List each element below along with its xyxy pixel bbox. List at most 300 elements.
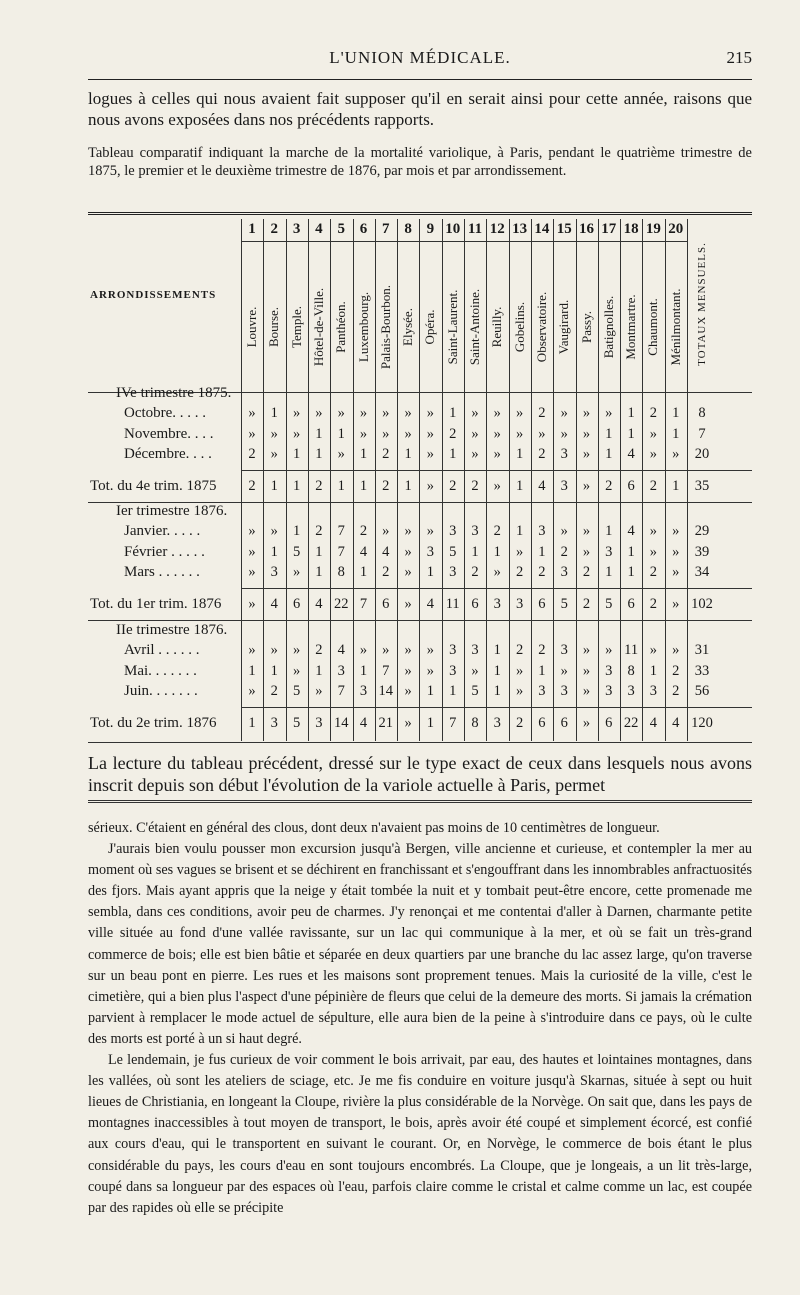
data-cell: » bbox=[582, 405, 591, 422]
quarter-total-cell: 4 bbox=[672, 715, 680, 732]
data-cell: 2 bbox=[649, 563, 658, 580]
data-cell: 3 bbox=[560, 682, 568, 699]
data-cell: 3 bbox=[649, 682, 658, 699]
data-cell: » bbox=[248, 405, 256, 422]
data-cell: » bbox=[404, 405, 412, 422]
table-top-rule bbox=[88, 212, 752, 218]
column-name bbox=[531, 263, 553, 391]
data-cell: 1 bbox=[493, 642, 501, 659]
quarter-total-cell: 6 bbox=[538, 596, 546, 613]
data-cell: » bbox=[515, 682, 524, 699]
data-cell: » bbox=[582, 642, 591, 659]
data-cell: » bbox=[560, 523, 568, 540]
data-cell: 2 bbox=[582, 563, 591, 580]
quarter-total-cell: 2 bbox=[649, 596, 658, 613]
data-cell: » bbox=[404, 543, 412, 560]
quarter-total-cell: 4 bbox=[649, 715, 658, 732]
quarter-total-cell: 2 bbox=[649, 478, 658, 495]
row-total: 20 bbox=[694, 445, 710, 462]
data-cell: 5 bbox=[471, 682, 479, 699]
quarter-total-cell: 21 bbox=[378, 715, 394, 732]
data-cell: » bbox=[248, 543, 256, 560]
data-cell: 1 bbox=[672, 425, 680, 442]
quarter-total-cell: 3 bbox=[560, 478, 568, 495]
data-cell: » bbox=[672, 445, 680, 462]
data-cell: 2 bbox=[471, 563, 479, 580]
data-cell: 2 bbox=[515, 563, 524, 580]
data-cell: 1 bbox=[649, 662, 658, 679]
column-number: 17 bbox=[601, 221, 617, 237]
data-cell: 1 bbox=[404, 445, 412, 462]
data-cell: » bbox=[649, 445, 658, 462]
data-cell: 1 bbox=[292, 445, 301, 462]
quarter-total-cell: » bbox=[404, 596, 412, 613]
data-cell: 4 bbox=[382, 543, 390, 560]
arrondissement-name: Reuilly. bbox=[489, 306, 505, 348]
data-cell: 4 bbox=[627, 445, 635, 462]
data-cell: 2 bbox=[538, 445, 546, 462]
data-cell: » bbox=[292, 642, 301, 659]
journal-title: L'UNION MÉDICALE. bbox=[329, 48, 511, 67]
column-name bbox=[509, 263, 531, 391]
data-cell: 4 bbox=[337, 642, 345, 659]
data-cell: 3 bbox=[605, 662, 613, 679]
data-cell: 2 bbox=[672, 682, 680, 699]
data-cell: » bbox=[404, 682, 412, 699]
quarter-total-cell: 7 bbox=[359, 596, 368, 613]
data-cell: » bbox=[582, 662, 591, 679]
quarter-total-label: Tot. du 2e trim. 1876 bbox=[90, 715, 217, 732]
data-cell: 1 bbox=[627, 425, 635, 442]
quarter-total-cell: 22 bbox=[623, 715, 639, 732]
column-number: 16 bbox=[579, 221, 594, 237]
quarter-grand-total: 120 bbox=[691, 715, 713, 732]
data-cell: » bbox=[426, 405, 435, 422]
data-cell: » bbox=[404, 425, 412, 442]
data-cell: » bbox=[426, 425, 435, 442]
quarter-total-cell: » bbox=[493, 478, 501, 495]
data-cell: » bbox=[471, 445, 479, 462]
quarter-total-cell: 1 bbox=[248, 715, 256, 732]
data-cell: » bbox=[493, 563, 501, 580]
data-cell: 1 bbox=[248, 662, 256, 679]
data-cell: 7 bbox=[382, 662, 390, 679]
data-cell: 1 bbox=[270, 662, 278, 679]
arrondissement-name: Montmartre. bbox=[623, 294, 639, 360]
data-cell: 8 bbox=[627, 662, 635, 679]
data-cell: » bbox=[649, 425, 658, 442]
data-cell: 1 bbox=[315, 425, 323, 442]
header-rule-short bbox=[241, 241, 687, 242]
arrondissement-name: Louvre. bbox=[244, 306, 259, 348]
data-cell: 2 bbox=[270, 682, 278, 699]
section-separator bbox=[88, 800, 752, 806]
month-label: Juin. . . . . . . bbox=[124, 682, 198, 699]
data-cell: 2 bbox=[248, 445, 256, 462]
data-cell: 2 bbox=[382, 563, 390, 580]
row-total: 33 bbox=[694, 662, 710, 679]
column-number: 14 bbox=[534, 221, 550, 237]
data-cell: » bbox=[493, 445, 501, 462]
quarter-total-cell: 22 bbox=[333, 596, 349, 613]
column-name bbox=[442, 263, 464, 391]
quarter-total-cell: 1 bbox=[404, 478, 412, 495]
data-cell: » bbox=[672, 543, 680, 560]
arrondissement-name: Chaumont. bbox=[645, 298, 661, 356]
arrondissement-name: Palais-Bourbon. bbox=[377, 284, 393, 370]
row-total: 7 bbox=[698, 425, 706, 442]
data-cell: » bbox=[582, 523, 591, 540]
data-cell: 3 bbox=[627, 682, 635, 699]
month-label: Octobre. . . . . bbox=[124, 405, 207, 422]
quarter-total-cell: 5 bbox=[605, 596, 613, 613]
quarter-total-cell: 2 bbox=[605, 478, 613, 495]
running-header bbox=[88, 46, 752, 74]
quarter-total-cell: 1 bbox=[337, 478, 345, 495]
data-cell: » bbox=[292, 425, 301, 442]
data-cell: » bbox=[560, 405, 568, 422]
data-cell: » bbox=[248, 642, 256, 659]
data-cell: 1 bbox=[449, 405, 457, 422]
data-cell: » bbox=[471, 662, 479, 679]
data-cell: 3 bbox=[538, 682, 546, 699]
quarter-total-cell: 3 bbox=[315, 715, 323, 732]
data-cell: 2 bbox=[560, 543, 568, 560]
body-paragraph-1: sérieux. C'étaient en général des clous, dont deux n'avaient pas moins de 10 centimètres de longueur. bbox=[88, 820, 660, 836]
data-cell: 1 bbox=[359, 563, 368, 580]
quarter-total-cell: 2 bbox=[315, 478, 323, 495]
subtotal-rule bbox=[241, 707, 752, 708]
column-name bbox=[397, 263, 419, 391]
mortality-table bbox=[88, 219, 752, 741]
data-cell: 2 bbox=[382, 445, 390, 462]
arrondissement-name: Temple. bbox=[288, 305, 304, 349]
data-cell: 1 bbox=[270, 405, 278, 422]
column-name bbox=[330, 263, 352, 391]
quarter-total-cell: 8 bbox=[471, 715, 479, 732]
data-cell: 1 bbox=[337, 425, 345, 442]
column-number: 6 bbox=[359, 221, 368, 237]
arrondissement-name: Hôtel-de-Ville. bbox=[310, 287, 326, 367]
column-name bbox=[464, 263, 486, 391]
arrondissement-name: Batignolles. bbox=[600, 295, 616, 359]
data-cell: 1 bbox=[493, 662, 501, 679]
quarter-total-label: Tot. du 1er trim. 1876 bbox=[90, 596, 222, 613]
column-name bbox=[263, 263, 285, 391]
month-label: Janvier. . . . . bbox=[124, 523, 201, 540]
data-cell: » bbox=[404, 642, 412, 659]
data-cell: » bbox=[292, 563, 301, 580]
data-cell: 2 bbox=[538, 405, 546, 422]
data-cell: » bbox=[605, 642, 613, 659]
quarter-total-cell: 4 bbox=[270, 596, 278, 613]
column-number: 5 bbox=[337, 221, 345, 237]
row-total: 29 bbox=[694, 523, 710, 540]
data-cell: 1 bbox=[605, 445, 613, 462]
totals-header bbox=[691, 229, 713, 379]
data-cell: 3 bbox=[605, 543, 613, 560]
data-cell: » bbox=[404, 563, 412, 580]
quarter-total-cell: 14 bbox=[333, 715, 349, 732]
data-cell: » bbox=[426, 523, 435, 540]
data-cell: 1 bbox=[315, 662, 323, 679]
quarter-total-cell: 6 bbox=[471, 596, 479, 613]
column-name bbox=[419, 263, 441, 391]
arrondissement-name: Saint-Laurent. bbox=[444, 289, 460, 365]
data-cell: » bbox=[426, 662, 435, 679]
data-cell: » bbox=[582, 543, 591, 560]
quarter-total-label: Tot. du 4e trim. 1875 bbox=[90, 478, 217, 495]
data-cell: 3 bbox=[605, 682, 613, 699]
column-name bbox=[241, 263, 263, 391]
data-cell: 3 bbox=[471, 523, 479, 540]
data-cell: 3 bbox=[337, 662, 345, 679]
column-name bbox=[620, 263, 642, 391]
data-cell: 11 bbox=[624, 642, 639, 659]
data-cell: 3 bbox=[426, 543, 435, 560]
quarter-total-cell: » bbox=[582, 478, 591, 495]
data-cell: 1 bbox=[538, 662, 546, 679]
arrondissement-name: Saint-Antoine. bbox=[467, 288, 482, 366]
column-number: 7 bbox=[382, 221, 390, 237]
data-cell: » bbox=[382, 523, 390, 540]
quarter-total-cell: » bbox=[582, 715, 591, 732]
quarter-total-cell: » bbox=[404, 715, 412, 732]
data-cell: » bbox=[649, 642, 658, 659]
data-cell: 7 bbox=[337, 682, 345, 699]
column-name bbox=[375, 263, 397, 391]
data-cell: » bbox=[359, 425, 368, 442]
quarter-total-cell: 6 bbox=[560, 715, 568, 732]
data-cell: 1 bbox=[315, 563, 323, 580]
data-cell: 1 bbox=[426, 682, 435, 699]
quarter-total-cell: 2 bbox=[471, 478, 479, 495]
header-rule bbox=[88, 79, 752, 80]
subtotal-rule bbox=[241, 470, 752, 471]
data-cell: 1 bbox=[315, 445, 323, 462]
quarter-total-cell: 6 bbox=[605, 715, 613, 732]
column-number: 4 bbox=[315, 221, 323, 237]
data-cell: 3 bbox=[560, 563, 568, 580]
month-label: Février . . . . . bbox=[124, 543, 205, 560]
row-header-label: ARRONDISSEMENTS bbox=[90, 289, 217, 301]
column-number: 12 bbox=[489, 221, 505, 237]
column-name bbox=[486, 263, 508, 391]
data-cell: 1 bbox=[359, 662, 368, 679]
data-cell: 1 bbox=[605, 563, 613, 580]
data-cell: 1 bbox=[605, 425, 613, 442]
data-cell: » bbox=[560, 425, 568, 442]
data-cell: 7 bbox=[337, 543, 345, 560]
data-cell: 4 bbox=[627, 523, 635, 540]
data-cell: 2 bbox=[538, 563, 546, 580]
data-cell: 2 bbox=[515, 642, 524, 659]
quarter-total-cell: 3 bbox=[493, 715, 501, 732]
column-number: 11 bbox=[467, 221, 483, 237]
data-cell: 2 bbox=[449, 425, 457, 442]
table-caption: Tableau comparatif indiquant la marche de la mortalité variolique, à Paris, pendant le quatrième trimestre de 1875, le premier et le deuxième trimestre de 1876, par mois et par arrondissement. bbox=[88, 145, 752, 179]
data-cell: » bbox=[382, 642, 390, 659]
body-text bbox=[88, 818, 752, 1219]
quarter-grand-total: 102 bbox=[691, 596, 713, 613]
quarter-total-cell: 1 bbox=[426, 715, 435, 732]
data-cell: 1 bbox=[605, 523, 613, 540]
data-cell: » bbox=[292, 405, 301, 422]
arrondissement-name: Elysée. bbox=[400, 308, 416, 346]
quarter-total-cell: 1 bbox=[359, 478, 368, 495]
data-cell: » bbox=[315, 405, 323, 422]
data-cell: » bbox=[672, 563, 680, 580]
arrondissement-name: Opéra. bbox=[422, 309, 438, 345]
quarter-total-cell: 6 bbox=[538, 715, 546, 732]
totals-label: TOTAUX MENSUELS. bbox=[696, 242, 708, 366]
data-cell: 1 bbox=[515, 445, 524, 462]
data-cell: » bbox=[270, 642, 278, 659]
data-cell: » bbox=[382, 425, 390, 442]
data-cell: 2 bbox=[493, 523, 501, 540]
data-cell: » bbox=[649, 543, 658, 560]
column-name bbox=[598, 263, 620, 391]
data-cell: 3 bbox=[538, 523, 546, 540]
data-cell: » bbox=[493, 405, 501, 422]
quarter-total-cell: 2 bbox=[582, 596, 591, 613]
month-label: Mai. . . . . . . bbox=[124, 662, 197, 679]
data-cell: 1 bbox=[515, 523, 524, 540]
data-cell: 3 bbox=[471, 642, 479, 659]
column-number: 18 bbox=[623, 221, 639, 237]
data-cell: » bbox=[270, 425, 278, 442]
column-number: 3 bbox=[292, 221, 301, 237]
data-cell: 3 bbox=[449, 523, 457, 540]
data-cell: 2 bbox=[538, 642, 546, 659]
data-cell: » bbox=[248, 682, 256, 699]
column-name bbox=[642, 263, 664, 391]
quarter-total-cell: 6 bbox=[292, 596, 301, 613]
row-total: 34 bbox=[694, 563, 710, 580]
data-cell: » bbox=[515, 662, 524, 679]
quarter-total-cell: 11 bbox=[445, 596, 460, 613]
row-total: 8 bbox=[698, 405, 706, 422]
column-number: 10 bbox=[445, 221, 461, 237]
column-name bbox=[576, 263, 598, 391]
arrondissement-name: Luxembourg. bbox=[355, 291, 371, 363]
column-number: 19 bbox=[645, 221, 661, 237]
data-cell: 2 bbox=[649, 405, 658, 422]
column-name bbox=[308, 263, 330, 391]
quarter-total-cell: 1 bbox=[292, 478, 301, 495]
data-cell: 1 bbox=[292, 523, 301, 540]
column-number: 1 bbox=[248, 221, 256, 237]
quarter-total-cell: 5 bbox=[292, 715, 301, 732]
quarter-total-cell: 7 bbox=[449, 715, 457, 732]
data-cell: » bbox=[471, 405, 479, 422]
section-label: Ier trimestre 1876. bbox=[116, 503, 228, 519]
quarter-total-cell: 1 bbox=[515, 478, 524, 495]
data-cell: » bbox=[270, 523, 278, 540]
data-cell: 2 bbox=[672, 662, 680, 679]
data-cell: 1 bbox=[315, 543, 323, 560]
quarter-total-cell: 3 bbox=[515, 596, 524, 613]
data-cell: » bbox=[337, 445, 345, 462]
data-cell: » bbox=[672, 523, 680, 540]
arrondissement-name: Vaugirard. bbox=[556, 299, 572, 355]
data-cell: » bbox=[404, 662, 412, 679]
data-cell: » bbox=[248, 563, 256, 580]
arrondissement-name: Observatoire. bbox=[533, 291, 549, 363]
data-cell: » bbox=[582, 682, 591, 699]
quarter-total-cell: 6 bbox=[382, 596, 390, 613]
data-cell: » bbox=[337, 405, 345, 422]
quarter-total-cell: 2 bbox=[449, 478, 457, 495]
data-cell: 3 bbox=[270, 563, 278, 580]
data-cell: 1 bbox=[627, 405, 635, 422]
data-cell: » bbox=[270, 445, 278, 462]
quarter-total-cell: 6 bbox=[627, 596, 635, 613]
quarter-total-cell: » bbox=[426, 478, 435, 495]
column-number: 13 bbox=[512, 221, 528, 237]
data-cell: » bbox=[315, 682, 323, 699]
data-cell: » bbox=[515, 425, 524, 442]
data-cell: » bbox=[426, 445, 435, 462]
data-cell: » bbox=[605, 405, 613, 422]
quarter-total-cell: 3 bbox=[270, 715, 278, 732]
arrondissement-name: Passy. bbox=[578, 310, 594, 344]
data-cell: 3 bbox=[449, 642, 457, 659]
data-cell: » bbox=[515, 405, 524, 422]
subtotal-rule bbox=[241, 588, 752, 589]
data-cell: 2 bbox=[315, 523, 323, 540]
data-cell: 1 bbox=[471, 543, 479, 560]
quarter-total-cell: 2 bbox=[382, 478, 390, 495]
month-label: Décembre. . . . bbox=[124, 445, 212, 462]
month-label: Mars . . . . . . bbox=[124, 563, 200, 580]
data-cell: 7 bbox=[337, 523, 345, 540]
section-label: IVe trimestre 1875. bbox=[116, 385, 232, 401]
quarter-total-cell: 3 bbox=[493, 596, 501, 613]
arrondissement-name: Panthéon. bbox=[333, 301, 349, 353]
data-cell: » bbox=[248, 523, 256, 540]
column-name bbox=[286, 263, 308, 391]
data-cell: 1 bbox=[627, 563, 635, 580]
data-cell: » bbox=[404, 523, 412, 540]
data-cell: 1 bbox=[672, 405, 680, 422]
column-name bbox=[353, 263, 375, 391]
data-cell: » bbox=[359, 642, 368, 659]
data-cell: 1 bbox=[538, 543, 546, 560]
data-cell: » bbox=[248, 425, 256, 442]
data-cell: 3 bbox=[449, 662, 457, 679]
row-total: 31 bbox=[694, 642, 710, 659]
quarter-total-cell: 6 bbox=[627, 478, 635, 495]
data-cell: 5 bbox=[292, 682, 301, 699]
data-cell: » bbox=[649, 523, 658, 540]
data-cell: 3 bbox=[560, 445, 568, 462]
column-number: 20 bbox=[668, 221, 684, 237]
data-cell: 1 bbox=[270, 543, 278, 560]
data-cell: 5 bbox=[449, 543, 457, 560]
data-cell: » bbox=[471, 425, 479, 442]
quarter-grand-total: 35 bbox=[694, 478, 710, 495]
month-label: Avril . . . . . . bbox=[124, 642, 200, 659]
arrondissement-name: Gobelins. bbox=[511, 301, 527, 353]
data-cell: » bbox=[382, 405, 390, 422]
quarter-total-cell: 4 bbox=[359, 715, 368, 732]
data-cell: 8 bbox=[337, 563, 345, 580]
data-cell: 3 bbox=[449, 563, 457, 580]
data-cell: » bbox=[426, 642, 435, 659]
row-total: 56 bbox=[694, 682, 710, 699]
quarter-total-cell: » bbox=[248, 596, 256, 613]
